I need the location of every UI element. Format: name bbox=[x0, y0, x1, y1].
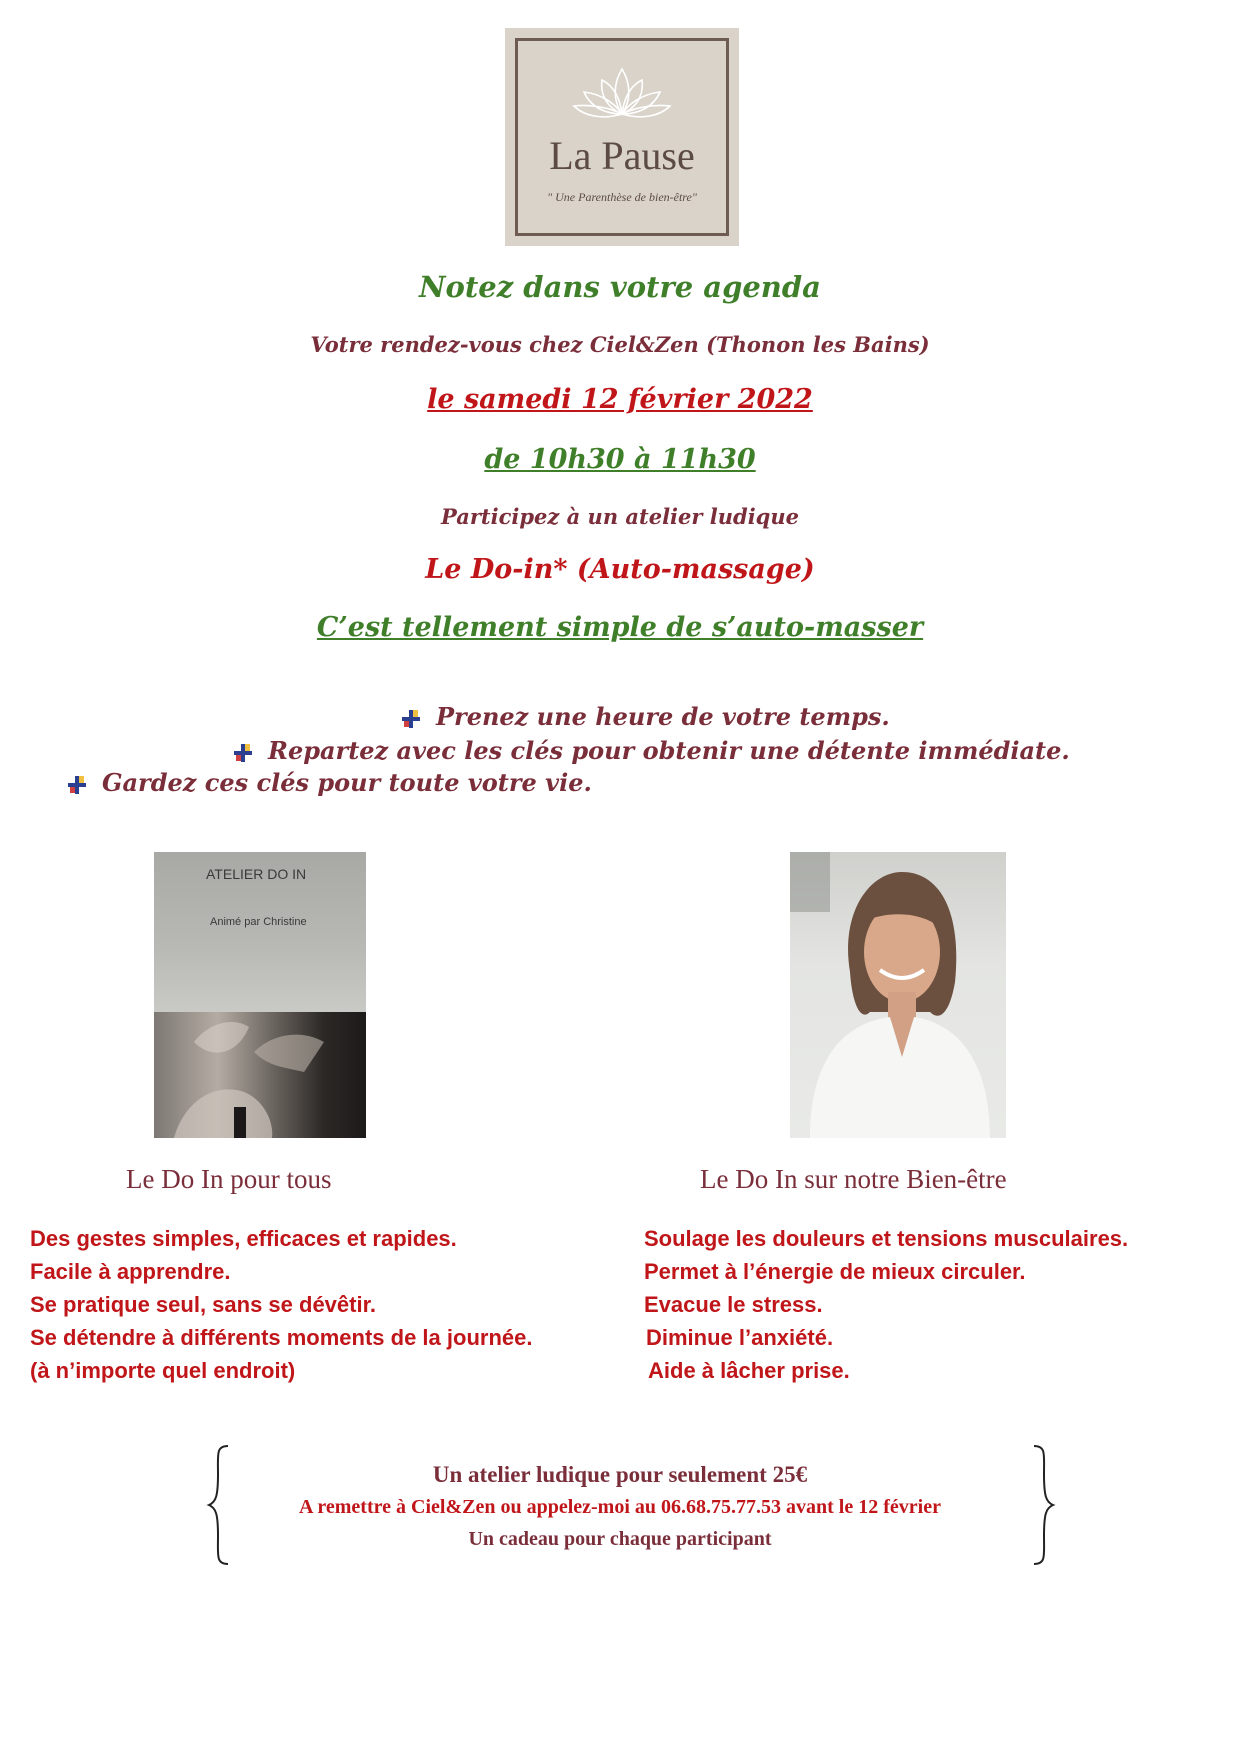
bullet-text: Gardez ces clés pour toute votre vie. bbox=[102, 768, 592, 797]
list-item: Se pratique seul, sans se dévêtir. bbox=[30, 1292, 377, 1317]
lotus-icon bbox=[572, 64, 672, 124]
list-item: Des gestes simples, efficaces et rapides. bbox=[30, 1226, 457, 1251]
logo-title: La Pause bbox=[549, 133, 695, 178]
bullet-item bbox=[232, 736, 1070, 765]
hands-illustration bbox=[154, 1012, 366, 1138]
cross-bullet-icon bbox=[66, 774, 88, 796]
list-item: Se détendre à différents moments de la journée. bbox=[30, 1325, 533, 1350]
list-item: Soulage les douleurs et tensions musculaires. bbox=[644, 1226, 1129, 1251]
gift-line: Un cadeau pour chaque participant bbox=[468, 1528, 772, 1550]
bullet-item bbox=[66, 768, 592, 797]
left-benefits-list bbox=[30, 1222, 532, 1387]
invite-line: Participez à un atelier ludique bbox=[441, 504, 799, 529]
rendezvous-line: Votre rendez-vous chez Ciel&Zen (Thonon les Bains) bbox=[310, 332, 930, 357]
cross-bullet-icon bbox=[232, 742, 254, 764]
flyer-subtitle: Animé par Christine bbox=[210, 916, 307, 928]
la-pause-logo bbox=[505, 28, 739, 246]
christine-portrait-photo bbox=[790, 852, 1006, 1138]
list-item: Facile à apprendre. bbox=[30, 1259, 231, 1284]
bullet-text: Prenez une heure de votre temps. bbox=[436, 702, 890, 731]
slogan: C’est tellement simple de s’auto-masser bbox=[316, 612, 924, 643]
bullet-item bbox=[400, 702, 890, 731]
event-time: de 10h30 à 11h30 bbox=[484, 444, 756, 475]
event-title: Le Do-in* (Auto-massage) bbox=[425, 554, 815, 585]
logo-tagline: " Une Parenthèse de bien-être" bbox=[547, 190, 697, 204]
right-column-heading: Le Do In sur notre Bien-être bbox=[700, 1164, 1007, 1194]
price-line: Un atelier ludique pour seulement 25€ bbox=[432, 1462, 808, 1487]
left-column-heading: Le Do In pour tous bbox=[126, 1164, 332, 1194]
agenda-heading: Notez dans votre agenda bbox=[419, 270, 821, 304]
list-item: Evacue le stress. bbox=[644, 1292, 823, 1317]
flyer-hands-photo bbox=[154, 1012, 366, 1138]
list-item: (à n’importe quel endroit) bbox=[30, 1358, 296, 1383]
atelier-flyer-image bbox=[154, 852, 366, 1138]
bullet-text: Repartez avec les clés pour obtenir une détente immédiate. bbox=[268, 736, 1070, 765]
contact-line: A remettre à Ciel&Zen ou appelez-moi au 06.68.75.77.53 avant le 12 février bbox=[299, 1496, 941, 1518]
right-benefits-list bbox=[644, 1222, 1128, 1387]
list-item: Diminue l’anxiété. bbox=[646, 1325, 834, 1350]
cross-bullet-icon bbox=[400, 708, 422, 730]
event-date: le samedi 12 février 2022 bbox=[427, 384, 813, 415]
flyer-title: ATELIER DO IN bbox=[206, 866, 307, 882]
portrait-illustration bbox=[790, 852, 1006, 1138]
list-item: Aide à lâcher prise. bbox=[648, 1358, 850, 1383]
list-item: Permet à l’énergie de mieux circuler. bbox=[644, 1259, 1026, 1284]
